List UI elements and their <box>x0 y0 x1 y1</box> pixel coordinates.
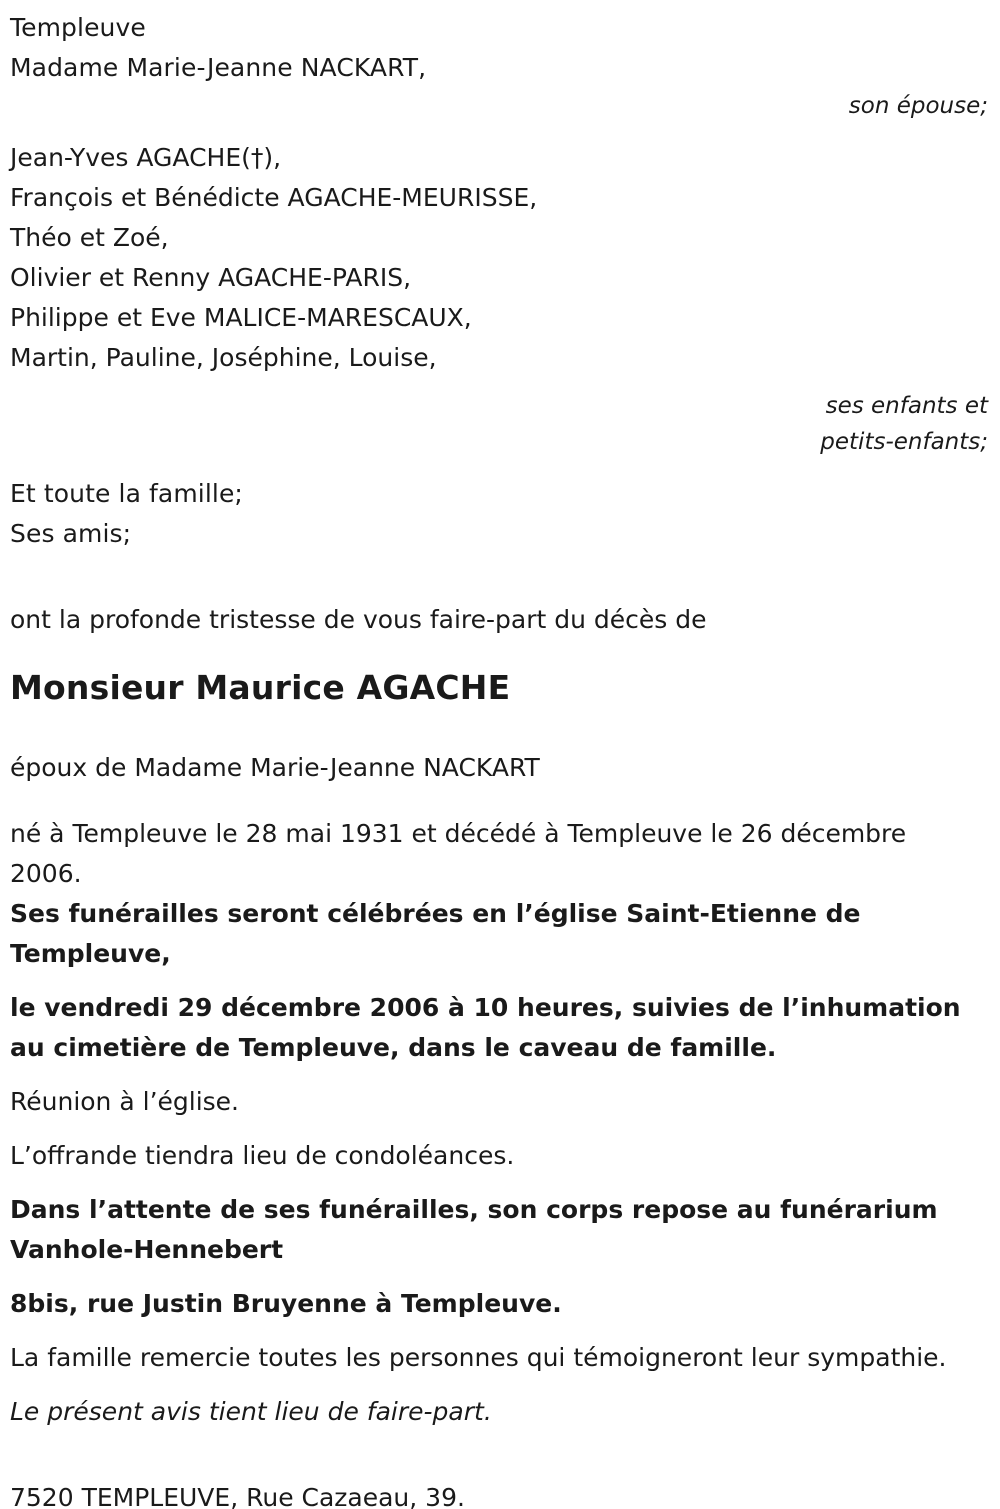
spacer <box>10 124 990 138</box>
children-relationship-note-line1: ses enfants et <box>825 393 988 419</box>
spacer <box>10 554 990 600</box>
spacer <box>10 1432 990 1478</box>
funeral-church-text: Ses funérailles seront célébrées en l’église Saint-Etienne de Templeuve, <box>10 899 861 968</box>
funeral-details-text: le vendredi 29 décembre 2006 à 10 heures, suivies de l’inhumation au cimetière de Templeuve, dans le caveau de famille. <box>10 993 961 1062</box>
family-member-3: Olivier et Renny AGACHE-PARIS, <box>10 263 412 292</box>
spacer <box>10 710 990 748</box>
family-member-5: Martin, Pauline, Joséphine, Louise, <box>10 343 437 372</box>
spacer <box>10 460 990 474</box>
list-item <box>10 178 990 218</box>
children-relationship-note-line2: petits-enfants; <box>820 429 988 455</box>
family-member-2: Théo et Zoé, <box>10 223 169 252</box>
list-item <box>10 138 990 178</box>
spouse-name-line: Madame Marie-Jeanne NACKART, <box>10 53 427 82</box>
spacer <box>10 1378 990 1392</box>
birth-death-text: né à Templeuve le 28 mai 1931 et décédé à Templeuve le 26 décembre 2006. <box>10 819 907 888</box>
location-line: Templeuve <box>10 13 146 42</box>
spouse-of-text: époux de Madame Marie-Jeanne NACKART <box>10 753 540 782</box>
funerarium-text: Dans l’attente de ses funérailles, son corps repose au funérarium Vanhole-Hennebert <box>10 1195 938 1264</box>
spacer <box>10 640 990 666</box>
gathering-text: Réunion à l’église. <box>10 1087 240 1116</box>
family-member-0: Jean-Yves AGACHE(†), <box>10 143 282 172</box>
announcement-text: ont la profonde tristesse de vous faire-part du décès de <box>10 605 707 634</box>
spacer <box>10 1068 990 1082</box>
list-item <box>10 298 990 338</box>
spacer <box>10 1324 990 1338</box>
offering-text: L’offrande tiendra lieu de condoléances. <box>10 1141 515 1170</box>
spacer <box>10 1270 990 1284</box>
rest-of-family-line: Et toute la famille; <box>10 479 243 508</box>
funerarium-address-text: 8bis, rue Justin Bruyenne à Templeuve. <box>10 1289 562 1318</box>
spacer <box>10 1122 990 1136</box>
list-item <box>10 258 990 298</box>
address-text: 7520 TEMPLEUVE, Rue Cazaeau, 39. <box>10 1483 465 1509</box>
spacer <box>10 788 990 814</box>
spacer <box>10 974 990 988</box>
friends-line: Ses amis; <box>10 519 132 548</box>
list-item <box>10 218 990 258</box>
family-member-1: François et Bénédicte AGACHE-MEURISSE, <box>10 183 538 212</box>
family-members-list <box>10 138 990 378</box>
notice-disclaimer-text: Le présent avis tient lieu de faire-part. <box>10 1397 492 1426</box>
family-member-4: Philippe et Eve MALICE-MARESCAUX, <box>10 303 472 332</box>
spouse-relationship-note: son épouse; <box>848 93 988 119</box>
thanks-text: La famille remercie toutes les personnes qui témoigneront leur sympathie. <box>10 1343 947 1372</box>
list-item <box>10 338 990 378</box>
deceased-name: Monsieur Maurice AGACHE <box>10 668 511 707</box>
spacer <box>10 1176 990 1190</box>
